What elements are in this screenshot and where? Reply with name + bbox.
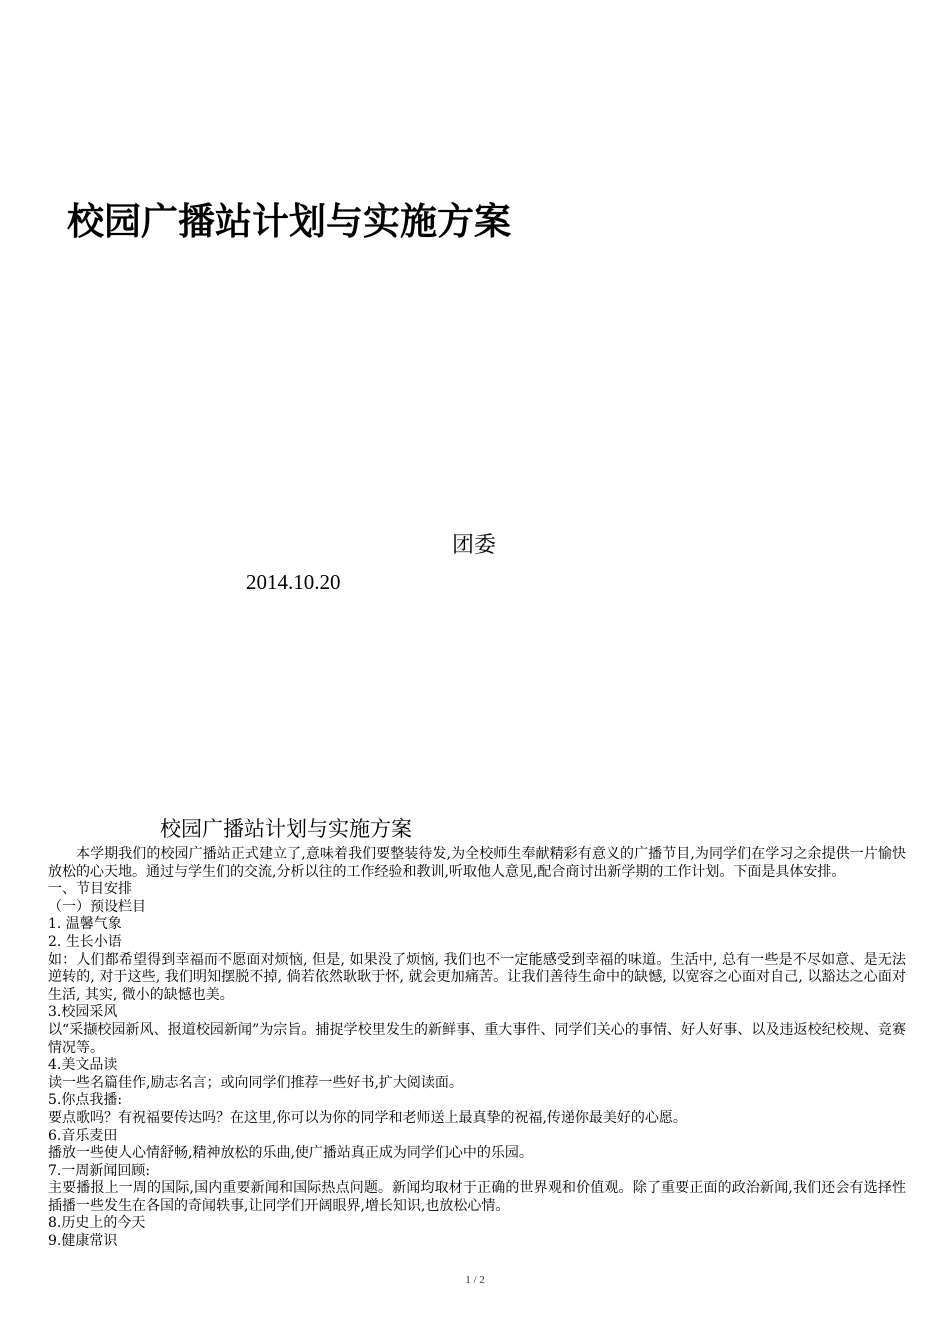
item-3-title: 3.校园采风 xyxy=(48,1004,118,1021)
item-4-desc: 读一些名篇佳作,励志名言；或向同学们推荐一些好书,扩大阅读面。 xyxy=(48,1074,463,1091)
document-body xyxy=(48,846,906,1251)
section-heading: 一、节目安排 xyxy=(48,881,132,898)
item-8-title: 8.历史上的今天 xyxy=(48,1215,146,1232)
item-7-title: 7.一周新闻回顾: xyxy=(48,1162,151,1179)
cover-title: 校园广播站计划与实施方案 xyxy=(67,200,511,243)
item-6-desc: 播放一些使人心情舒畅,精神放松的乐曲,使广播站真正成为同学们心中的乐园。 xyxy=(48,1145,533,1162)
item-6-title: 6.音乐麦田 xyxy=(48,1127,118,1144)
document-heading: 校园广播站计划与实施方案 xyxy=(160,817,412,841)
item-4-title: 4.美文品读 xyxy=(48,1057,118,1074)
item-1-title: 1. 温馨气象 xyxy=(48,916,122,933)
item-9-title: 9.健康常识 xyxy=(48,1233,118,1250)
intro-paragraph: 本学期我们的校园广播站正式建立了,意味着我们要整装待发,为全校师生奉献精彩有意义的广播节目,为同学们在学习之余提供一片愉快放松的心天地。通过与学生们的交流,分析以往的工作经验和教训,听取他人意见,配合商讨出新学期的工作计划。下面是具体安排。 xyxy=(48,846,906,880)
item-5-desc: 要点歌吗？有祝福要传达吗？在这里,你可以为你的同学和老师送上最真挚的祝福,传递你最美好的心愿。 xyxy=(48,1109,687,1126)
item-2-title: 2. 生长小语 xyxy=(48,933,122,950)
item-3-desc: 以“采撷校园新风、报道校园新闻”为宗旨。捕捉学校里发生的新鲜事、重大事件、同学们关心的事情、好人好事、以及违返校纪校规、竞赛情况等。 xyxy=(48,1021,906,1056)
item-2-desc: 如：人们都希望得到幸福而不愿面对烦恼, 但是, 如果没了烦恼, 我们也不一定能感受到幸福的味道。生活中, 总有一些是不尽如意、是无法逆转的, 对于这些, 我们明知摆脱不掉, 倘若依然耿耿于怀, 就会更加痛苦。让我们善待生命中的缺憾, 以宽容之心面对自己, 以豁达之心面对生活, 其实, 微小的缺憾也美。 xyxy=(48,951,906,1003)
item-7-desc: 主要播报上一周的国际,国内重要新闻和国际热点问题。新闻均取材于正确的世界观和价值观。除了重要正面的政治新闻,我们还会有选择性插播一些发生在各国的奇闻轶事,让同学们开阔眼界,增长知识,也放松心情。 xyxy=(48,1180,906,1214)
item-5-title: 5.你点我播: xyxy=(48,1092,123,1109)
cover-date: 2014.10.20 xyxy=(246,570,341,594)
cover-organization: 团委 xyxy=(452,533,497,558)
page-number: 1 / 2 xyxy=(465,1274,485,1286)
subsection-heading: （一）预设栏目 xyxy=(48,898,146,915)
